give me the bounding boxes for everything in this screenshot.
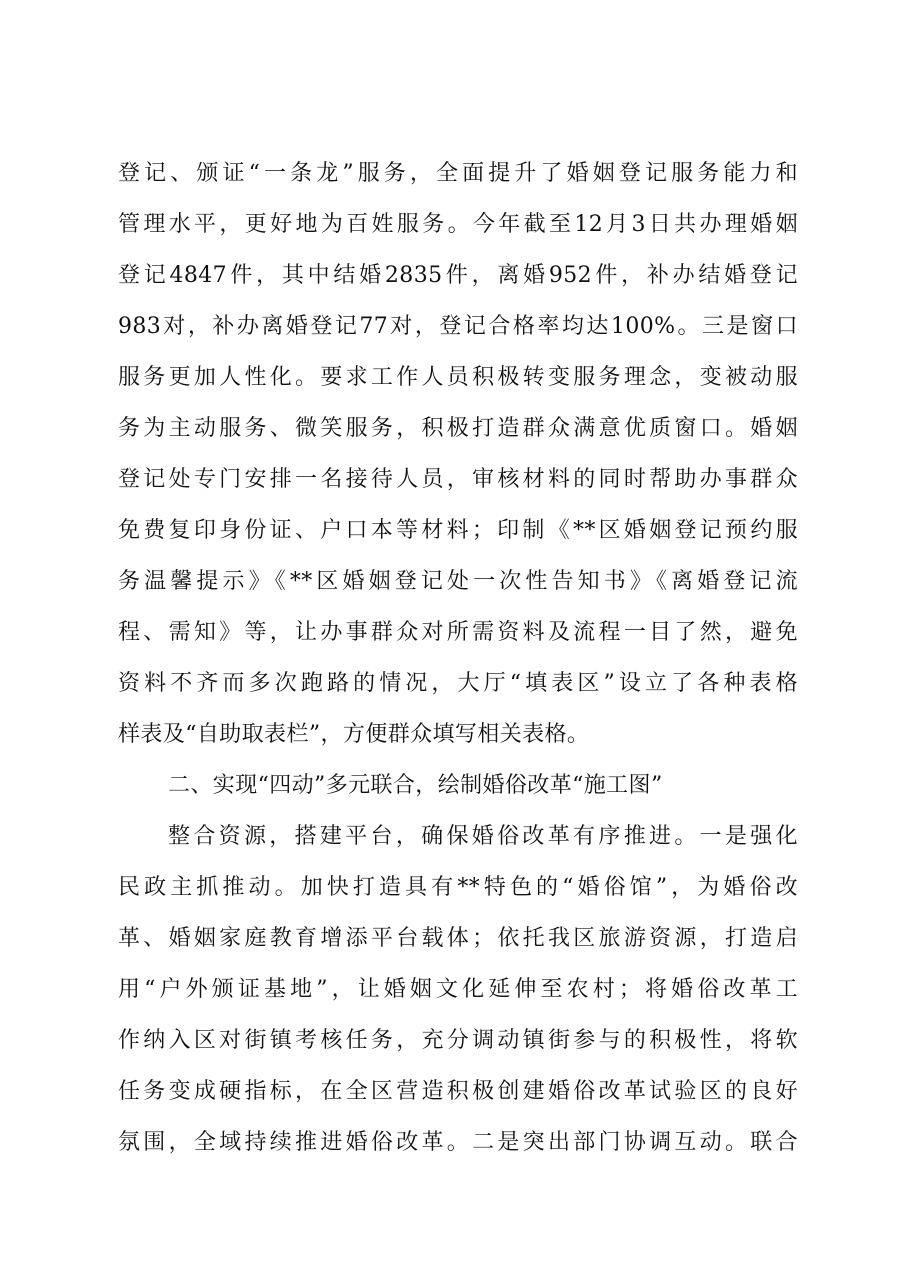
paragraph-line: 免费复印身份证、户口本等材料；印制《**区婚姻登记预约服 bbox=[118, 518, 798, 543]
paragraph-line: 样表及“自助取表栏”，方便群众填写相关表格。 bbox=[118, 722, 590, 747]
paragraph-line: 服务更加人性化。要求工作人员积极转变服务理念，变被动服 bbox=[118, 365, 798, 390]
paragraph-line: 983对，补办离婚登记77对，登记合格率均达100%。三是窗口 bbox=[118, 314, 798, 339]
paragraph-line: 民政主抓推动。加快打造具有**特色的“婚俗馆”，为婚俗改 bbox=[118, 875, 798, 900]
paragraph-line: 任务变成硬指标，在全区营造积极创建婚俗改革试验区的良好 bbox=[118, 1079, 798, 1104]
paragraph-line: 用“户外颁证基地”，让婚姻文化延伸至农村；将婚俗改革工 bbox=[118, 977, 798, 1002]
paragraph-line: 资料不齐而多次跑路的情况，大厅“填表区”设立了各种表格 bbox=[118, 671, 798, 696]
paragraph-line: 革、婚姻家庭教育增添平台载体；依托我区旅游资源，打造启 bbox=[118, 926, 798, 951]
paragraph-line: 作纳入区对街镇考核任务，充分调动镇街参与的积极性，将软 bbox=[118, 1028, 798, 1053]
paragraph-line: 氛围，全域持续推进婚俗改革。二是突出部门协调互动。联合 bbox=[118, 1130, 798, 1155]
paragraph-line: 登记处专门安排一名接待人员，审核材料的同时帮助办事群众 bbox=[118, 467, 798, 492]
paragraph-line: 登记、颁证“一条龙”服务，全面提升了婚姻登记服务能力和 bbox=[118, 161, 798, 186]
section-heading: 二、实现“四动”多元联合，绘制婚俗改革“施工图” bbox=[168, 773, 663, 798]
paragraph-line: 务为主动服务、微笑服务，积极打造群众满意优质窗口。婚姻 bbox=[118, 416, 798, 441]
paragraph-line: 务温馨提示》《**区婚姻登记处一次性告知书》《离婚登记流 bbox=[118, 569, 798, 594]
paragraph-line: 登记4847件，其中结婚2835件，离婚952件，补办结婚登记 bbox=[118, 263, 798, 288]
paragraph-line: 程、需知》等，让办事群众对所需资料及流程一目了然，避免 bbox=[118, 620, 798, 645]
paragraph-line: 整合资源，搭建平台，确保婚俗改革有序推进。一是强化 bbox=[168, 824, 798, 849]
paragraph-line: 管理水平，更好地为百姓服务。今年截至12月3日共办理婚姻 bbox=[118, 212, 798, 237]
